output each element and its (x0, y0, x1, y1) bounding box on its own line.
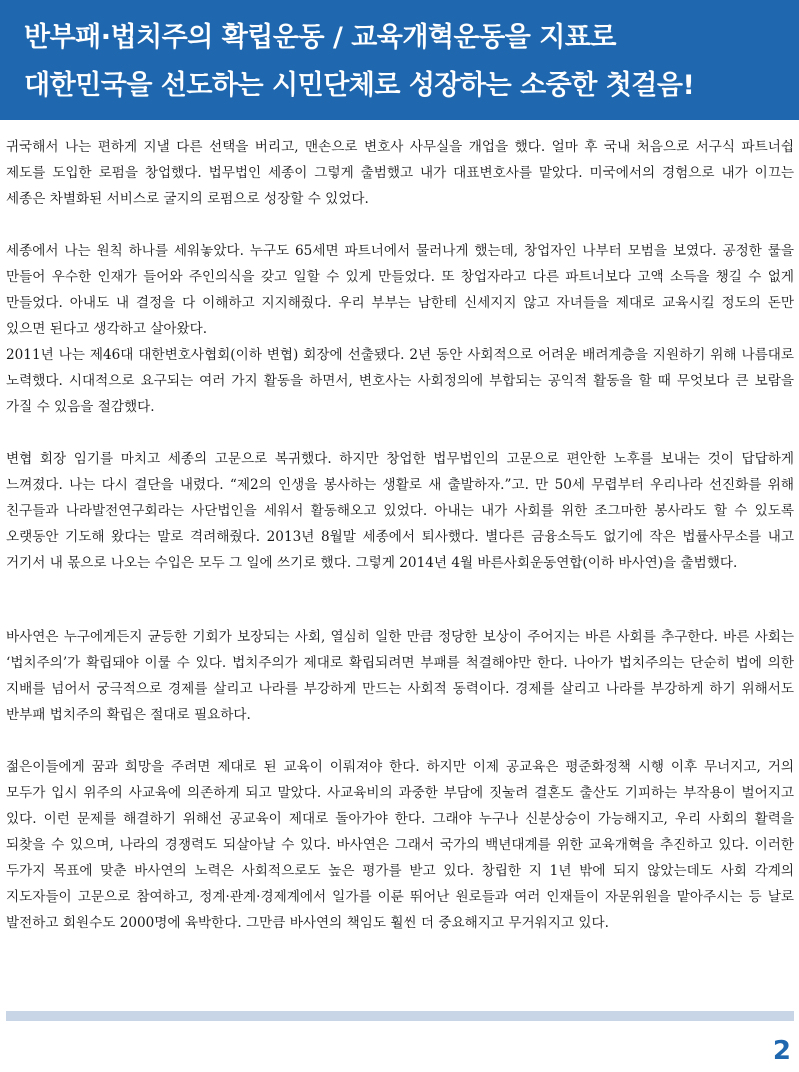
paragraph-3: 2011년 나는 제46대 대한변호사협회(이하 변협) 회장에 선출됐다. 2년 동안 사회적으로 어려운 배려계층을 지원하기 위해 나름대로 노력했다. 시대적으로 요구되는 여러 가지 활동을 하면서, 변호사는 사회정의에 부합되는 공익적 활동을 할 때 무엇보다 큰 보람을 가질 수 있음을 절감했다. (6, 347, 794, 415)
paragraph-5: 바사연은 누구에게든지 균등한 기회가 보장되는 사회, 열심히 일한 만큼 정당한 보상이 주어지는 바른 사회를 추구한다. 바른 사회는 ‘법치주의’가 확립돼야 이룰 수 있다. 법치주의가 제대로 확립되려면 부패를 척결해야만 한다. 나아가 법치주의는 단순히 법에 의한 지배를 넘어서 궁극적으로 경제를 살리고 나라를 부강하게 만드는 사회적 동력이다. 경제를 살리고 나라를 부강하게 하기 위해서도 반부패 법치주의 확립은 절대로 필요하다. (6, 629, 794, 723)
paragraph-2: 세종에서 나는 원칙 하나를 세워놓았다. 누구도 65세면 파트너에서 물러나게 했는데, 창업자인 나부터 모범을 보였다. 공정한 룰을 만들어 우수한 인재가 들어와 주인의식을 갖고 일할 수 있게 만들었다. 또 창업자라고 다른 파트너보다 고액 소득을 챙길 수 없게 만들었다. 아내도 내 결정을 다 이해하고 지지해줬다. 우리 부부는 남한테 신세지지 않고 자녀들을 제대로 교육시킬 정도의 돈만 있으면 된다고 생각하고 살아왔다. (6, 243, 794, 337)
article-body (6, 134, 794, 936)
paragraph-1: 귀국해서 나는 편하게 지낼 다른 선택을 버리고, 맨손으로 변호사 사무실을 개업을 했다. 얼마 후 국내 처음으로 서구식 파트너쉽 제도를 도입한 로펌을 창업했다. 법무법인 세종이 그렇게 출범했고 내가 대표변호사를 맡았다. 미국에서의 경험으로 내가 이끄는 세종은 차별화된 서비스로 굴지의 로펌으로 성장할 수 있었다. (6, 139, 794, 207)
paragraph-4: 변협 회장 임기를 마치고 세종의 고문으로 복귀했다. 하지만 창업한 법무법인의 고문으로 편안한 노후를 보내는 것이 답답하게 느껴졌다. 나는 다시 결단을 내렸다. “제2의 인생을 봉사하는 생활로 새 출발하자.”고. 만 50세 무렵부터 우리나라 선진화를 위해 친구들과 나라발전연구회라는 사단법인을 세워서 활동해오고 있었다. 아내는 내가 사회를 위한 조그마한 봉사라도 할 수 있도록 오랫동안 기도해 왔다는 말로 격려해줬다. 2013년 8월말 세종에서 퇴사했다. 별다른 금융소득도 없기에 작은 법률사무소를 내고 거기서 내 몫으로 나오는 수입은 모두 그 일에 쓰기로 했다. 그렇게 2014년 4월 바른사회운동연합(이하 바사연)을 출범했다. (6, 451, 794, 571)
footer-divider (6, 1011, 794, 1021)
paragraph-spacer (6, 212, 794, 238)
paragraph-spacer (6, 728, 794, 754)
paragraph-spacer (6, 576, 794, 624)
paragraph-6: 젊은이들에게 꿈과 희망을 주려면 제대로 된 교육이 이뤄져야 한다. 하지만 이제 공교육은 평준화정책 시행 이후 무너지고, 거의 모두가 입시 위주의 사교육에 의존하게 되고 말았다. 사교육비의 과중한 부담에 짓눌려 결혼도 출산도 기피하는 부작용이 벌어지고 있다. 이런 문제를 해결하기 위해선 공교육이 제대로 돌아가야 한다. 그래야 누구나 신분상승이 가능해지고, 우리 사회의 활력을 되찾을 수 있으며, 나라의 경쟁력도 되살아날 수 있다. 바사연은 그래서 국가의 백년대계를 위한 교육개혁을 추진하고 있다. 이러한 두가지 목표에 맞춘 바사연의 노력은 사회적으로도 높은 평가를 받고 있다. 창립한 지 1년 밖에 되지 않았는데도 사회 각계의 지도자들이 고문으로 참여하고, 정계·관계·경제계에서 일가를 이룬 뛰어난 원로들과 여러 인재들이 자문위원을 맡아주시는 등 날로 발전하고 회원수도 2000명에 육박한다. 그만큼 바사연의 책임도 훨씬 더 중요해지고 무거워지고 있다. (6, 759, 794, 931)
page-number: 2 (772, 1036, 791, 1066)
header-title-line-2: 대한민국을 선도하는 시민단체로 성장하는 소중한 첫걸음! (24, 70, 695, 101)
header-title-line-1: 반부패·법치주의 확립운동 / 교육개혁운동을 지표로 (24, 22, 616, 53)
header-banner (0, 0, 799, 120)
paragraph-spacer (6, 420, 794, 446)
